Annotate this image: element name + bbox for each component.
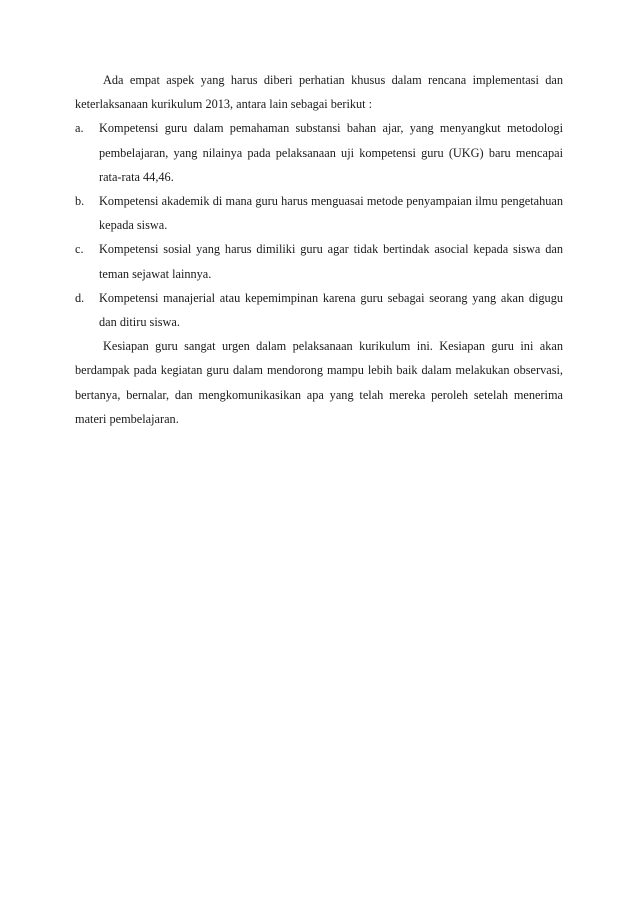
list-marker: b. (75, 194, 85, 209)
list-item-text: Kompetensi akademik di mana guru harus menguasai metode penyampaian ilmu pengetahuan kepada siswa. (99, 194, 563, 233)
list-item (75, 237, 563, 285)
intro-paragraph: Ada empat aspek yang harus diberi perhatian khusus dalam rencana implementasi dan keterlaksanaan kurikulum 2013, antara lain sebagai berikut : (75, 73, 563, 112)
list-item-text: Kompetensi manajerial atau kepemimpinan karena guru sebagai seorang yang akan digugu dan ditiru siswa. (99, 290, 563, 330)
list-item-text: Kompetensi guru dalam pemahaman substansi bahan ajar, yang menyangkut metodologi pembelajaran, yang nilainya pada pelaksanaan uji kompetensi guru (UKG) baru mencapai rata-rata 44,46. (99, 121, 563, 184)
list-marker: d. (75, 290, 85, 305)
list-item (75, 189, 563, 237)
list-item (75, 116, 563, 189)
list-marker: c. (75, 242, 84, 257)
list-item (75, 286, 563, 334)
aspect-list (75, 116, 563, 334)
document-body (75, 68, 563, 431)
list-marker: a. (75, 121, 84, 136)
list-item-text: Kompetensi sosial yang harus dimiliki guru agar tidak bertindak asocial kepada siswa dan teman sejawat lainnya. (99, 242, 563, 281)
closing-paragraph: Kesiapan guru sangat urgen dalam pelaksanaan kurikulum ini. Kesiapan guru ini akan berdampak pada kegiatan guru dalam mendorong mampu lebih baik dalam melakukan observasi, bertanya, bernalar, dan mengkomunikasikan apa yang telah mereka peroleh setelah menerima materi pembelajaran. (75, 339, 563, 426)
